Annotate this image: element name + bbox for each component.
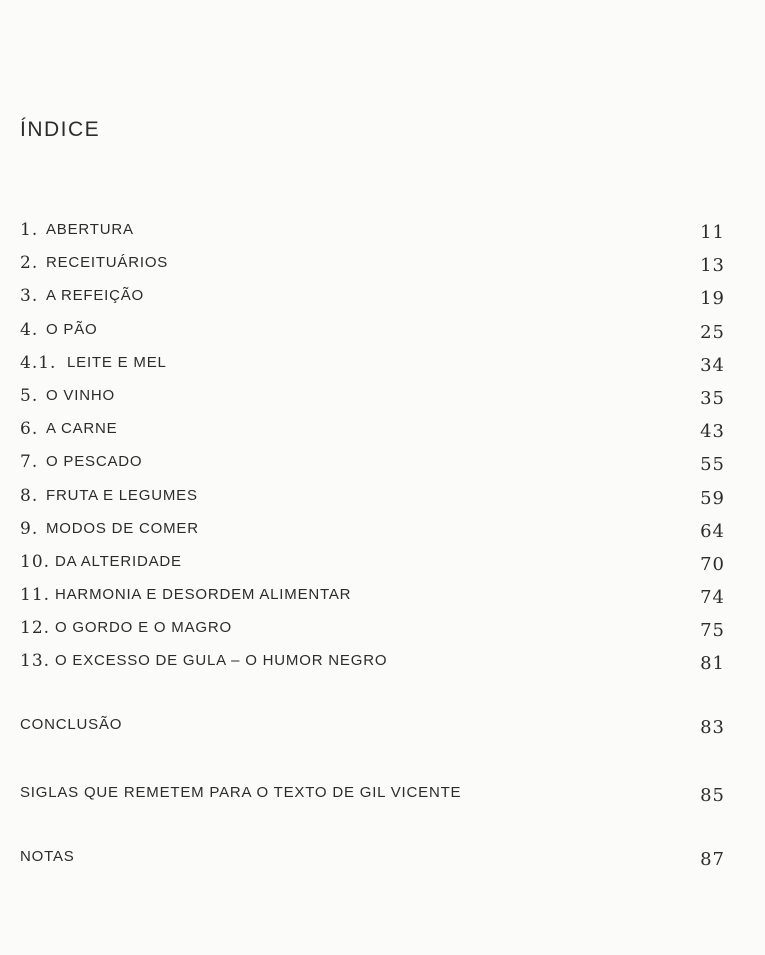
table-of-contents bbox=[20, 218, 725, 683]
toc-entry-7 bbox=[20, 450, 725, 483]
toc-entry-8 bbox=[20, 484, 725, 517]
entry-number: 3. bbox=[20, 286, 39, 307]
entry-title: A CARNE bbox=[46, 420, 118, 438]
toc-entry-6 bbox=[20, 417, 725, 450]
entry-title: O PÃO bbox=[46, 320, 98, 338]
entry-page-number: 55 bbox=[700, 454, 725, 476]
entry-page-number: 13 bbox=[700, 255, 725, 277]
entry-title: ABERTURA bbox=[46, 221, 134, 238]
entry-number: 1. bbox=[20, 220, 39, 240]
entry-number: 6. bbox=[20, 419, 39, 440]
entry-page-number: 70 bbox=[700, 553, 725, 575]
toc-entry-11 bbox=[20, 583, 725, 616]
entry-title: O PESCADO bbox=[46, 453, 143, 471]
entry-title: O EXCESSO DE GULA – O HUMOR NEGRO bbox=[55, 652, 388, 670]
entry-page-number: 74 bbox=[700, 587, 725, 609]
entry-number: 4.1. bbox=[20, 352, 57, 373]
toc-entry-4 bbox=[20, 318, 725, 351]
toc-entry-3 bbox=[20, 284, 725, 317]
toc-entry-10 bbox=[20, 550, 725, 583]
page-title: ÍNDICE bbox=[20, 118, 101, 141]
entry-page-number: 83 bbox=[700, 717, 725, 738]
entry-title: O GORDO E O MAGRO bbox=[55, 619, 232, 637]
entry-page-number: 87 bbox=[700, 849, 725, 870]
entry-page-number: 64 bbox=[700, 520, 725, 542]
entry-number: 7. bbox=[20, 452, 39, 473]
toc-entry-12 bbox=[20, 616, 725, 649]
entry-page-number: 35 bbox=[700, 387, 725, 409]
entry-number: 4. bbox=[20, 319, 39, 340]
toc-entry-1 bbox=[20, 218, 725, 251]
entry-title: RECEITUÁRIOS bbox=[46, 254, 169, 272]
entry-title: DA ALTERIDADE bbox=[55, 552, 182, 570]
toc-entry-5 bbox=[20, 384, 725, 417]
entry-title: MODOS DE COMER bbox=[46, 519, 199, 537]
entry-number: 5. bbox=[20, 385, 39, 406]
entry-title: HARMONIA E DESORDEM ALIMENTAR bbox=[55, 586, 352, 604]
entry-page-number: 11 bbox=[700, 222, 725, 243]
entry-title: CONCLUSÃO bbox=[20, 716, 123, 733]
entry-page-number: 75 bbox=[700, 620, 725, 642]
entry-number: 2. bbox=[20, 253, 39, 274]
toc-entry-notas bbox=[20, 845, 725, 875]
entry-number: 9. bbox=[20, 518, 39, 539]
toc-entry-siglas bbox=[20, 781, 725, 811]
toc-entry-4-1 bbox=[20, 351, 725, 384]
entry-number: 10. bbox=[20, 551, 51, 572]
toc-entry-9 bbox=[20, 517, 725, 550]
entry-number: 11. bbox=[20, 585, 51, 606]
entry-page-number: 85 bbox=[700, 785, 725, 806]
entry-title: NOTAS bbox=[20, 848, 75, 865]
toc-entry-13 bbox=[20, 649, 725, 682]
toc-entry-conclusao bbox=[20, 713, 725, 743]
entry-title: SIGLAS QUE REMETEM PARA O TEXTO DE GIL VICENTE bbox=[20, 784, 462, 801]
entry-number: 8. bbox=[20, 485, 39, 506]
entry-page-number: 25 bbox=[700, 321, 725, 343]
entry-page-number: 34 bbox=[700, 354, 725, 376]
entry-page-number: 43 bbox=[700, 421, 725, 443]
entry-number: 13. bbox=[20, 651, 51, 672]
entry-title: O VINHO bbox=[46, 386, 115, 404]
entry-title: FRUTA E LEGUMES bbox=[46, 486, 198, 504]
entry-page-number: 81 bbox=[700, 653, 725, 675]
entry-page-number: 19 bbox=[700, 288, 725, 310]
toc-entry-2 bbox=[20, 251, 725, 284]
entry-page-number: 59 bbox=[700, 487, 725, 509]
entry-title: LEITE E MEL bbox=[67, 353, 167, 371]
entry-number: 12. bbox=[20, 618, 51, 639]
entry-title: A REFEIÇÃO bbox=[46, 287, 145, 305]
